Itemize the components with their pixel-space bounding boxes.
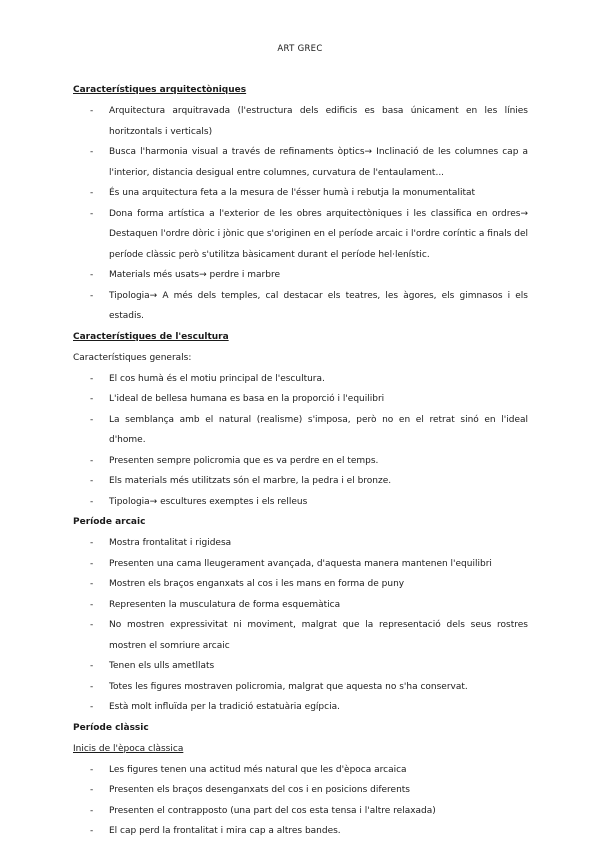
bullet-dash: - bbox=[90, 558, 94, 569]
list-item bbox=[73, 471, 528, 492]
list-item bbox=[73, 410, 528, 451]
list-item bbox=[73, 451, 528, 472]
bullet-dash: - bbox=[90, 270, 94, 280]
list-item bbox=[73, 265, 528, 286]
section-heading-sculpture: Característiques de l'escultura bbox=[73, 331, 229, 342]
list-item bbox=[73, 554, 528, 575]
list-item bbox=[73, 574, 528, 595]
bullet-dash: - bbox=[90, 805, 94, 816]
bullet-dash: - bbox=[90, 188, 94, 198]
list-item-text: L'ideal de bellesa humana es basa en la proporció i l'equilibri bbox=[109, 394, 385, 404]
section-subheading-early-classical: Inicis de l'època clàssica bbox=[73, 743, 184, 754]
bullet-dash: - bbox=[90, 455, 94, 466]
list-item-text: No mostren expressivitat ni moviment, malgrat que la representació dels seus rostres mostren el somriure arcaic bbox=[109, 620, 528, 651]
bullet-dash: - bbox=[90, 579, 94, 589]
bullet-dash: - bbox=[90, 538, 94, 548]
list-item bbox=[73, 615, 528, 656]
list-item bbox=[73, 492, 528, 513]
architecture-list bbox=[73, 101, 528, 327]
bullet-dash: - bbox=[90, 394, 94, 404]
list-item bbox=[73, 780, 528, 801]
bullet-dash: - bbox=[90, 476, 94, 486]
bullet-dash: - bbox=[90, 414, 94, 425]
list-item-text: Tipologia→ escultures exemptes i els relleus bbox=[109, 496, 308, 507]
section-subheading-general: Característiques generals: bbox=[73, 352, 192, 363]
list-item-text: Dona forma artística a l'exterior de les obres arquitectòniques i les classifica en ordres→ Destaquen l'ordre dòric i jònic que s'originen en el període arcaic i l'ordre coríntic a finals del període clàssic però s'utilitza bàsicament durant el període hel·lenístic. bbox=[109, 208, 528, 260]
classical-list bbox=[73, 760, 528, 842]
bullet-dash: - bbox=[90, 764, 94, 775]
bullet-dash: - bbox=[90, 826, 94, 836]
archaic-list bbox=[73, 533, 528, 718]
list-item-text: Els materials més utilitzats són el marbre, la pedra i el bronze. bbox=[109, 476, 392, 486]
document-body bbox=[73, 80, 528, 842]
list-item-text: Representen la musculatura de forma esquemàtica bbox=[109, 599, 341, 610]
list-item-text: El cap perd la frontalitat i mira cap a altres bandes. bbox=[109, 826, 341, 836]
sculpture-general-list bbox=[73, 369, 528, 513]
list-item bbox=[73, 656, 528, 677]
list-item-text: Presenten una cama lleugerament avançada, d'aquesta manera mantenen l'equilibri bbox=[109, 558, 492, 569]
list-item bbox=[73, 677, 528, 698]
bullet-dash: - bbox=[90, 620, 94, 630]
list-item bbox=[73, 369, 528, 390]
list-item-text: Presenten el contrapposto (una part del cos esta tensa i l'altre relaxada) bbox=[109, 805, 436, 816]
list-item-text: Busca l'harmonia visual a través de refinaments òptics→ Inclinació de les columnes cap a l'interior, distancia desigual entre columnes, curvatura de l'entaulament... bbox=[109, 147, 528, 178]
list-item bbox=[73, 697, 528, 718]
list-item-text: Les figures tenen una actitud més natural que les d'època arcaica bbox=[109, 764, 407, 775]
list-item-text: Materials més usats→ perdre i marbre bbox=[109, 270, 280, 280]
list-item-text: Presenten sempre policromia que es va perdre en el temps. bbox=[109, 455, 379, 466]
list-item-text: Presenten els braços desenganxats del cos i en posicions diferents bbox=[109, 785, 410, 795]
list-item-text: Tipologia→ A més dels temples, cal destacar els teatres, les àgores, els gimnasos i els estadis. bbox=[109, 290, 528, 321]
list-item-text: Tenen els ulls ametllats bbox=[109, 661, 215, 671]
list-item bbox=[73, 801, 528, 822]
list-item-text: És una arquitectura feta a la mesura de l'ésser humà i rebutja la monumentalitat bbox=[109, 188, 476, 198]
list-item bbox=[73, 533, 528, 554]
list-item-text: El cos humà és el motiu principal de l'escultura. bbox=[109, 373, 325, 384]
list-item-text: Arquitectura arquitravada (l'estructura dels edificis es basa únicament en les línies horitzontals i verticals) bbox=[109, 106, 528, 137]
list-item bbox=[73, 821, 528, 842]
document-title: ART GREC bbox=[277, 44, 323, 54]
section-heading-archaic: Període arcaic bbox=[73, 517, 146, 527]
bullet-dash: - bbox=[90, 373, 94, 384]
bullet-dash: - bbox=[90, 702, 94, 712]
bullet-dash: - bbox=[90, 106, 94, 116]
list-item bbox=[73, 595, 528, 616]
section-heading-classical: Període clàssic bbox=[73, 722, 149, 733]
list-item-text: Mostra frontalitat i rigidesa bbox=[109, 538, 232, 548]
list-item-text: Està molt influïda per la tradició estatuària egípcia. bbox=[109, 702, 340, 712]
list-item-text: Totes les figures mostraven policromia, malgrat que aquesta no s'ha conservat. bbox=[109, 681, 468, 692]
list-item bbox=[73, 204, 528, 266]
bullet-dash: - bbox=[90, 290, 94, 301]
list-item bbox=[73, 389, 528, 410]
list-item-text: La semblança amb el natural (realisme) s'imposa, però no en el retrat sinó en l'ideal d'home. bbox=[109, 414, 528, 445]
bullet-dash: - bbox=[90, 599, 94, 610]
list-item bbox=[73, 183, 528, 204]
list-item-text: Mostren els braços enganxats al cos i les mans en forma de puny bbox=[109, 579, 405, 589]
bullet-dash: - bbox=[90, 147, 94, 157]
bullet-dash: - bbox=[90, 661, 94, 671]
list-item bbox=[73, 760, 528, 781]
bullet-dash: - bbox=[90, 785, 94, 795]
list-item bbox=[73, 101, 528, 142]
bullet-dash: - bbox=[90, 208, 94, 219]
section-heading-architecture: Característiques arquitectòniques bbox=[73, 85, 247, 95]
bullet-dash: - bbox=[90, 681, 94, 692]
list-item bbox=[73, 142, 528, 183]
list-item bbox=[73, 286, 528, 327]
bullet-dash: - bbox=[90, 496, 94, 507]
